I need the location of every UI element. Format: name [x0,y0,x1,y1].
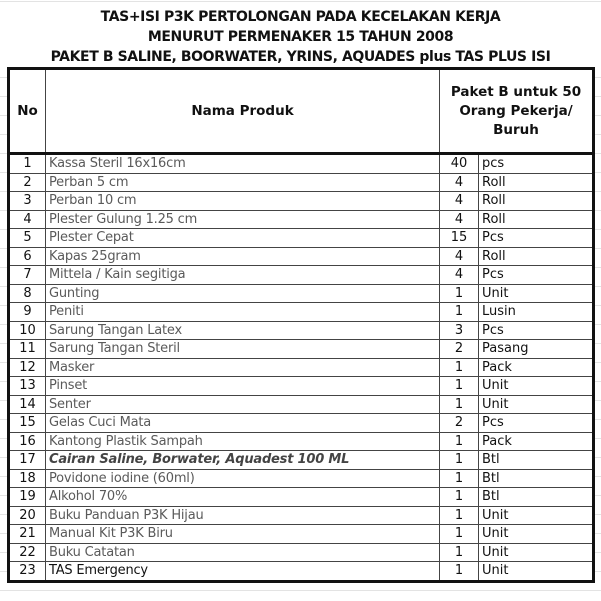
cell-name: Kantong Plastik Sampah [46,432,440,451]
table-row [9,340,594,359]
cell-qty: 1 [440,506,479,525]
cell-qty: 3 [440,321,479,340]
cell-name: Masker [46,358,440,377]
cell-name: Mittela / Kain segitiga [46,266,440,285]
table-row [9,562,594,582]
cell-name: Alkohol 70% [46,488,440,507]
cell-no: 6 [9,247,46,266]
cell-unit: Unit [479,543,594,562]
cell-qty: 1 [440,284,479,303]
cell-unit: Unit [479,525,594,544]
cell-no: 9 [9,303,46,322]
cell-name: Gelas Cuci Mata [46,414,440,433]
cell-unit: Lusin [479,303,594,322]
cell-no: 23 [9,562,46,582]
cell-no: 22 [9,543,46,562]
cell-unit: Unit [479,377,594,396]
cell-unit: Unit [479,506,594,525]
cell-name: Plester Cepat [46,229,440,248]
table-row [9,173,594,192]
header-no: No [9,69,46,154]
cell-qty: 1 [440,432,479,451]
table-row [9,358,594,377]
cell-no: 15 [9,414,46,433]
cell-unit: Pcs [479,266,594,285]
header-paket-line: Orang Pekerja/ [459,102,573,119]
cell-unit: Pack [479,358,594,377]
cell-no: 11 [9,340,46,359]
cell-no: 14 [9,395,46,414]
cell-no: 13 [9,377,46,396]
cell-no: 17 [9,451,46,470]
document-title [0,7,601,67]
cell-no: 1 [9,154,46,174]
cell-unit: Roll [479,173,594,192]
cell-qty: 15 [440,229,479,248]
cell-no: 21 [9,525,46,544]
cell-qty: 1 [440,303,479,322]
table-row [9,469,594,488]
cell-no: 5 [9,229,46,248]
title-line-2: MENURUT PERMENAKER 15 TAHUN 2008 [147,29,454,45]
cell-no: 20 [9,506,46,525]
cell-no: 12 [9,358,46,377]
cell-name: Sarung Tangan Steril [46,340,440,359]
cell-name: Perban 5 cm [46,173,440,192]
cell-unit: Pasang [479,340,594,359]
cell-no: 4 [9,210,46,229]
cell-name: Kassa Steril 16x16cm [46,154,440,174]
cell-qty: 4 [440,210,479,229]
cell-no: 3 [9,192,46,211]
cell-name: Manual Kit P3K Biru [46,525,440,544]
table-row [9,210,594,229]
cell-name: Cairan Saline, Borwater, Aquadest 100 ML [46,451,440,470]
table-row [9,506,594,525]
cell-unit: Pcs [479,321,594,340]
product-table [7,67,595,583]
cell-qty: 4 [440,192,479,211]
table-row [9,247,594,266]
cell-no: 8 [9,284,46,303]
cell-no: 19 [9,488,46,507]
cell-no: 18 [9,469,46,488]
cell-qty: 40 [440,154,479,174]
header-paket [440,69,594,154]
table-row [9,377,594,396]
cell-no: 16 [9,432,46,451]
table-row [9,192,594,211]
cell-name: Buku Catatan [46,543,440,562]
cell-name: Sarung Tangan Latex [46,321,440,340]
cell-qty: 1 [440,543,479,562]
cell-unit: Unit [479,562,594,582]
cell-qty: 4 [440,173,479,192]
cell-name: Buku Panduan P3K Hijau [46,506,440,525]
table-row [9,321,594,340]
cell-no: 7 [9,266,46,285]
table-row [9,229,594,248]
title-line-3: PAKET B SALINE, BOORWATER, YRINS, AQUADES plus TAS PLUS ISI [50,49,551,65]
cell-unit: Btl [479,469,594,488]
table-row [9,432,594,451]
table-row [9,525,594,544]
cell-qty: 4 [440,266,479,285]
cell-qty: 2 [440,414,479,433]
cell-unit: Btl [479,451,594,470]
cell-no: 2 [9,173,46,192]
cell-name: Peniti [46,303,440,322]
table-row [9,488,594,507]
cell-name: Kapas 25gram [46,247,440,266]
header-name: Nama Produk [46,69,440,154]
cell-qty: 1 [440,525,479,544]
cell-unit: Pack [479,432,594,451]
cell-unit: Roll [479,210,594,229]
cell-name: Gunting [46,284,440,303]
cell-name: Perban 10 cm [46,192,440,211]
cell-qty: 2 [440,340,479,359]
table-row [9,543,594,562]
cell-qty: 1 [440,488,479,507]
table-row [9,451,594,470]
header-paket-line: Buruh [493,121,539,138]
cell-name: Povidone iodine (60ml) [46,469,440,488]
cell-unit: Roll [479,192,594,211]
cell-qty: 1 [440,562,479,582]
cell-unit: Unit [479,284,594,303]
cell-unit: Pcs [479,414,594,433]
cell-name: Plester Gulung 1.25 cm [46,210,440,229]
table-row [9,395,594,414]
cell-unit: Pcs [479,229,594,248]
table-row [9,266,594,285]
cell-qty: 1 [440,469,479,488]
cell-unit: Btl [479,488,594,507]
table-row [9,154,594,174]
table-row [9,284,594,303]
cell-qty: 1 [440,451,479,470]
cell-unit: pcs [479,154,594,174]
table-row [9,303,594,322]
cell-qty: 4 [440,247,479,266]
cell-no: 10 [9,321,46,340]
cell-name: Pinset [46,377,440,396]
table-header-row [9,69,594,154]
header-paket-line: Paket B untuk 50 [450,83,582,100]
cell-unit: Roll [479,247,594,266]
cell-qty: 1 [440,395,479,414]
cell-name: Senter [46,395,440,414]
cell-unit: Unit [479,395,594,414]
cell-qty: 1 [440,358,479,377]
table-row [9,414,594,433]
cell-qty: 1 [440,377,479,396]
cell-name: TAS Emergency [46,562,440,582]
title-line-1: TAS+ISI P3K PERTOLONGAN PADA KECELAKAN KERJA [100,9,501,25]
